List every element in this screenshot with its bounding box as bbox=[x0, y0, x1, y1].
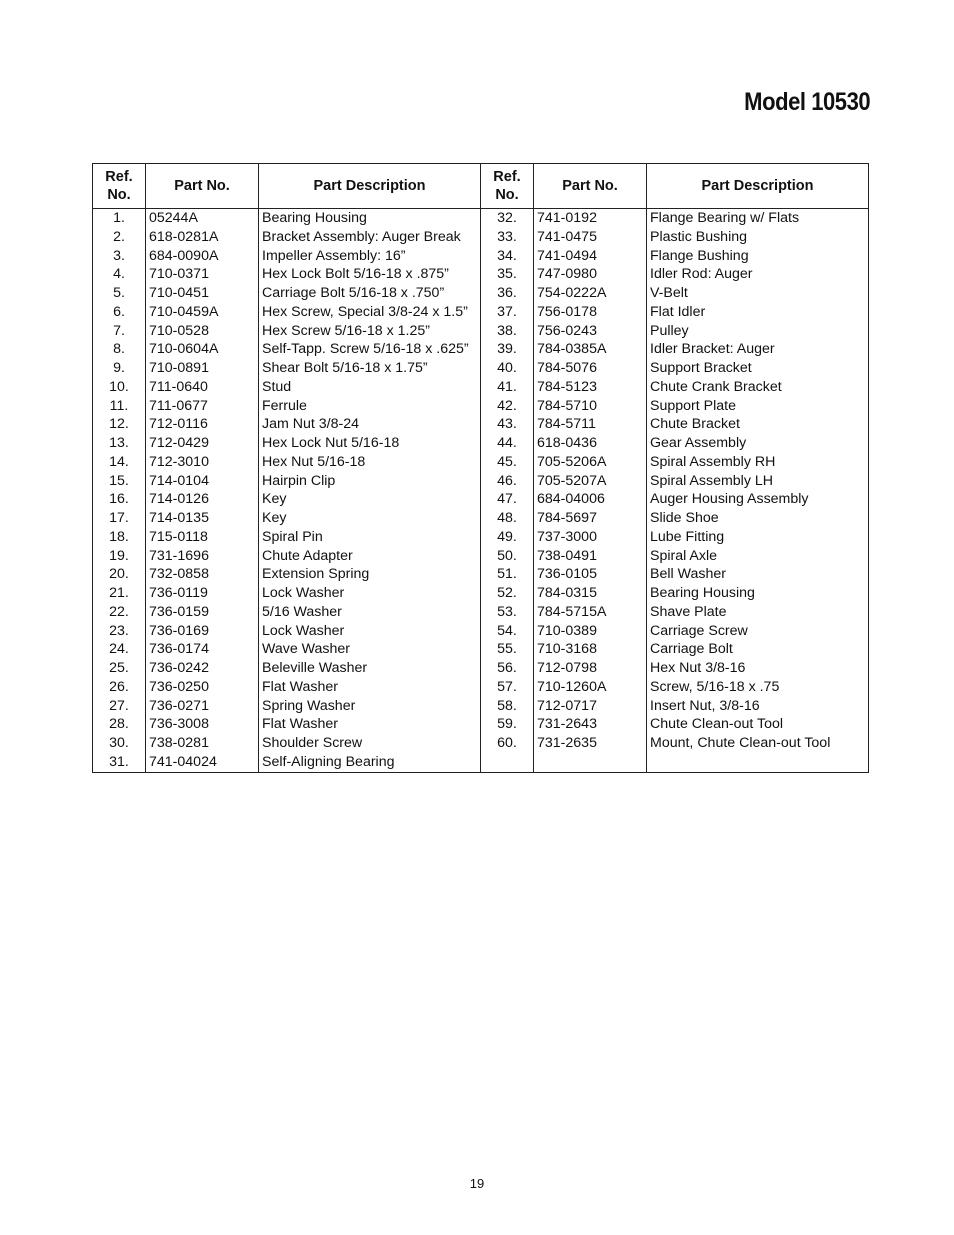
description-cell-left: Spring Washer bbox=[259, 697, 481, 716]
part-no-cell-right: 712-0798 bbox=[534, 659, 647, 678]
description-cell-right: Auger Housing Assembly bbox=[647, 490, 869, 509]
part-no-cell-right: 705-5206A bbox=[534, 453, 647, 472]
part-no-cell-right: 784-5697 bbox=[534, 509, 647, 528]
table-row bbox=[93, 359, 869, 378]
ref-cell-left: 7. bbox=[93, 322, 146, 341]
ref-cell-left: 5. bbox=[93, 284, 146, 303]
description-cell-left: Key bbox=[259, 509, 481, 528]
description-cell-right: Flat Idler bbox=[647, 303, 869, 322]
ref-cell-left: 8. bbox=[93, 340, 146, 359]
header-ref-no-left bbox=[93, 164, 146, 209]
part-no-cell-right: 710-0389 bbox=[534, 622, 647, 641]
header-part-no-right: Part No. bbox=[534, 164, 647, 209]
description-cell-right: Plastic Bushing bbox=[647, 228, 869, 247]
part-no-cell-right: 784-5123 bbox=[534, 378, 647, 397]
ref-cell-left: 6. bbox=[93, 303, 146, 322]
table-row bbox=[93, 622, 869, 641]
ref-cell-right: 41. bbox=[481, 378, 534, 397]
ref-cell-right: 33. bbox=[481, 228, 534, 247]
ref-cell-right: 46. bbox=[481, 472, 534, 491]
part-no-cell-right: 618-0436 bbox=[534, 434, 647, 453]
ref-cell-right: 51. bbox=[481, 565, 534, 584]
table-row bbox=[93, 734, 869, 753]
part-no-cell-right: 736-0105 bbox=[534, 565, 647, 584]
description-cell-left: 5/16 Washer bbox=[259, 603, 481, 622]
description-cell-left: Hex Screw 5/16-18 x 1.25” bbox=[259, 322, 481, 341]
description-cell-right: Chute Bracket bbox=[647, 415, 869, 434]
part-no-cell-left: 736-0169 bbox=[146, 622, 259, 641]
description-cell-left: Wave Washer bbox=[259, 640, 481, 659]
table-row bbox=[93, 303, 869, 322]
ref-cell-left: 15. bbox=[93, 472, 146, 491]
description-cell-right: Idler Rod: Auger bbox=[647, 265, 869, 284]
table-row bbox=[93, 697, 869, 716]
part-no-cell-left: 710-0459A bbox=[146, 303, 259, 322]
table-row bbox=[93, 472, 869, 491]
parts-table bbox=[92, 163, 869, 773]
ref-cell-left: 18. bbox=[93, 528, 146, 547]
part-no-cell-right: 784-5076 bbox=[534, 359, 647, 378]
header-part-no-left: Part No. bbox=[146, 164, 259, 209]
description-cell-left: Lock Washer bbox=[259, 622, 481, 641]
part-no-cell-left: 618-0281A bbox=[146, 228, 259, 247]
ref-cell-left: 26. bbox=[93, 678, 146, 697]
part-no-cell-right: 741-0494 bbox=[534, 247, 647, 266]
ref-cell-right: 60. bbox=[481, 734, 534, 753]
table-row bbox=[93, 565, 869, 584]
table-row bbox=[93, 659, 869, 678]
part-no-cell-right: 784-5710 bbox=[534, 397, 647, 416]
description-cell-left: Hex Screw, Special 3/8-24 x 1.5” bbox=[259, 303, 481, 322]
part-no-cell-right: 741-0475 bbox=[534, 228, 647, 247]
part-no-cell-left: 715-0118 bbox=[146, 528, 259, 547]
description-cell-right: V-Belt bbox=[647, 284, 869, 303]
table-row bbox=[93, 678, 869, 697]
ref-cell-right: 56. bbox=[481, 659, 534, 678]
header-ref-label: Ref. bbox=[105, 169, 133, 185]
description-cell-right: Gear Assembly bbox=[647, 434, 869, 453]
description-cell-right: Idler Bracket: Auger bbox=[647, 340, 869, 359]
ref-cell-right: 32. bbox=[481, 209, 534, 228]
header-part-description-right: Part Description bbox=[647, 164, 869, 209]
table-row bbox=[93, 378, 869, 397]
part-no-cell-right: 710-1260A bbox=[534, 678, 647, 697]
description-cell-left: Jam Nut 3/8-24 bbox=[259, 415, 481, 434]
ref-cell-left: 3. bbox=[93, 247, 146, 266]
part-no-cell-left: 736-3008 bbox=[146, 715, 259, 734]
description-cell-left: Bearing Housing bbox=[259, 209, 481, 228]
table-row bbox=[93, 640, 869, 659]
part-no-cell-right: 784-5711 bbox=[534, 415, 647, 434]
description-cell-right: Carriage Bolt bbox=[647, 640, 869, 659]
part-no-cell-left: 736-0242 bbox=[146, 659, 259, 678]
description-cell-right: Chute Clean-out Tool bbox=[647, 715, 869, 734]
part-no-cell-left: 714-0135 bbox=[146, 509, 259, 528]
ref-cell-left: 11. bbox=[93, 397, 146, 416]
part-no-cell-left: 738-0281 bbox=[146, 734, 259, 753]
description-cell-left: Hex Nut 5/16-18 bbox=[259, 453, 481, 472]
part-no-cell-left: 710-0371 bbox=[146, 265, 259, 284]
header-row bbox=[93, 164, 869, 209]
description-cell-left: Flat Washer bbox=[259, 678, 481, 697]
part-no-cell-right: 784-5715A bbox=[534, 603, 647, 622]
description-cell-left: Self-Aligning Bearing bbox=[259, 753, 481, 772]
part-no-cell-left: 736-0271 bbox=[146, 697, 259, 716]
part-no-cell-left: 710-0451 bbox=[146, 284, 259, 303]
part-no-cell-right: 731-2643 bbox=[534, 715, 647, 734]
part-no-cell-left: 710-0604A bbox=[146, 340, 259, 359]
ref-cell-left: 2. bbox=[93, 228, 146, 247]
description-cell-left: Key bbox=[259, 490, 481, 509]
ref-cell-left: 22. bbox=[93, 603, 146, 622]
description-cell-left: Flat Washer bbox=[259, 715, 481, 734]
part-no-cell-left: 731-1696 bbox=[146, 547, 259, 566]
part-no-cell-right: 756-0243 bbox=[534, 322, 647, 341]
ref-cell-left: 1. bbox=[93, 209, 146, 228]
ref-cell-left: 27. bbox=[93, 697, 146, 716]
description-cell-left: Beleville Washer bbox=[259, 659, 481, 678]
ref-cell-left: 9. bbox=[93, 359, 146, 378]
table-row bbox=[93, 715, 869, 734]
table-row bbox=[93, 434, 869, 453]
table-row bbox=[93, 265, 869, 284]
part-no-cell-right: 731-2635 bbox=[534, 734, 647, 753]
description-cell-left: Chute Adapter bbox=[259, 547, 481, 566]
part-no-cell-right: 710-3168 bbox=[534, 640, 647, 659]
table-row bbox=[93, 340, 869, 359]
table-header bbox=[93, 164, 869, 209]
ref-cell-right bbox=[481, 753, 534, 772]
ref-cell-right: 36. bbox=[481, 284, 534, 303]
part-no-cell-right: 754-0222A bbox=[534, 284, 647, 303]
description-cell-right: Lube Fitting bbox=[647, 528, 869, 547]
ref-cell-left: 21. bbox=[93, 584, 146, 603]
part-no-cell-right: 784-0385A bbox=[534, 340, 647, 359]
part-no-cell-left: 710-0891 bbox=[146, 359, 259, 378]
table-row bbox=[93, 547, 869, 566]
description-cell-right: Support Plate bbox=[647, 397, 869, 416]
ref-cell-right: 47. bbox=[481, 490, 534, 509]
description-cell-left: Self-Tapp. Screw 5/16-18 x .625” bbox=[259, 340, 481, 359]
header-ref-no-right bbox=[481, 164, 534, 209]
description-cell-left: Spiral Pin bbox=[259, 528, 481, 547]
ref-cell-left: 31. bbox=[93, 753, 146, 772]
ref-cell-left: 23. bbox=[93, 622, 146, 641]
table-row bbox=[93, 397, 869, 416]
part-no-cell-right: 705-5207A bbox=[534, 472, 647, 491]
description-cell-right: Flange Bushing bbox=[647, 247, 869, 266]
part-no-cell-left: 736-0174 bbox=[146, 640, 259, 659]
ref-cell-left: 10. bbox=[93, 378, 146, 397]
ref-cell-right: 44. bbox=[481, 434, 534, 453]
table-row bbox=[93, 490, 869, 509]
part-no-cell-right: 784-0315 bbox=[534, 584, 647, 603]
description-cell-right: Screw, 5/16-18 x .75 bbox=[647, 678, 869, 697]
table-row bbox=[93, 415, 869, 434]
part-no-cell-right: 712-0717 bbox=[534, 697, 647, 716]
ref-cell-left: 16. bbox=[93, 490, 146, 509]
description-cell-right: Pulley bbox=[647, 322, 869, 341]
description-cell-right: Slide Shoe bbox=[647, 509, 869, 528]
description-cell-left: Hairpin Clip bbox=[259, 472, 481, 491]
part-no-cell-left: 712-3010 bbox=[146, 453, 259, 472]
header-ref-label: Ref. bbox=[493, 169, 521, 185]
ref-cell-right: 52. bbox=[481, 584, 534, 603]
part-no-cell-left: 711-0640 bbox=[146, 378, 259, 397]
ref-cell-right: 45. bbox=[481, 453, 534, 472]
table-row bbox=[93, 603, 869, 622]
description-cell-right: Bell Washer bbox=[647, 565, 869, 584]
part-no-cell-left: 736-0250 bbox=[146, 678, 259, 697]
ref-cell-right: 38. bbox=[481, 322, 534, 341]
description-cell-right: Bearing Housing bbox=[647, 584, 869, 603]
description-cell-right: Shave Plate bbox=[647, 603, 869, 622]
description-cell-right: Support Bracket bbox=[647, 359, 869, 378]
description-cell-left: Lock Washer bbox=[259, 584, 481, 603]
part-no-cell-left: 712-0116 bbox=[146, 415, 259, 434]
part-no-cell-left: 714-0104 bbox=[146, 472, 259, 491]
table-row bbox=[93, 584, 869, 603]
description-cell-left: Hex Lock Bolt 5/16-18 x .875” bbox=[259, 265, 481, 284]
part-no-cell-left: 741-04024 bbox=[146, 753, 259, 772]
ref-cell-right: 57. bbox=[481, 678, 534, 697]
description-cell-right: Chute Crank Bracket bbox=[647, 378, 869, 397]
table-row bbox=[93, 247, 869, 266]
ref-cell-right: 40. bbox=[481, 359, 534, 378]
ref-cell-left: 20. bbox=[93, 565, 146, 584]
part-no-cell-right bbox=[534, 753, 647, 772]
table-row bbox=[93, 528, 869, 547]
table-row bbox=[93, 753, 869, 772]
part-no-cell-left: 710-0528 bbox=[146, 322, 259, 341]
page-number: 19 bbox=[469, 1176, 485, 1191]
ref-cell-right: 42. bbox=[481, 397, 534, 416]
page-title: Model 10530 bbox=[743, 88, 870, 116]
ref-cell-right: 43. bbox=[481, 415, 534, 434]
description-cell-left: Impeller Assembly: 16” bbox=[259, 247, 481, 266]
part-no-cell-right: 756-0178 bbox=[534, 303, 647, 322]
ref-cell-left: 19. bbox=[93, 547, 146, 566]
table-body bbox=[93, 209, 869, 773]
ref-cell-left: 30. bbox=[93, 734, 146, 753]
description-cell-left: Ferrule bbox=[259, 397, 481, 416]
ref-cell-left: 28. bbox=[93, 715, 146, 734]
description-cell-left: Carriage Bolt 5/16-18 x .750” bbox=[259, 284, 481, 303]
ref-cell-right: 55. bbox=[481, 640, 534, 659]
description-cell-right: Carriage Screw bbox=[647, 622, 869, 641]
ref-cell-right: 54. bbox=[481, 622, 534, 641]
ref-cell-left: 25. bbox=[93, 659, 146, 678]
description-cell-left: Hex Lock Nut 5/16-18 bbox=[259, 434, 481, 453]
header-no-label: No. bbox=[495, 187, 519, 203]
part-no-cell-right: 737-3000 bbox=[534, 528, 647, 547]
ref-cell-left: 14. bbox=[93, 453, 146, 472]
table-row bbox=[93, 228, 869, 247]
description-cell-left: Stud bbox=[259, 378, 481, 397]
ref-cell-left: 12. bbox=[93, 415, 146, 434]
ref-cell-right: 50. bbox=[481, 547, 534, 566]
description-cell-right: Mount, Chute Clean-out Tool bbox=[647, 734, 869, 753]
part-no-cell-left: 712-0429 bbox=[146, 434, 259, 453]
description-cell-right: Spiral Axle bbox=[647, 547, 869, 566]
ref-cell-right: 48. bbox=[481, 509, 534, 528]
part-no-cell-right: 741-0192 bbox=[534, 209, 647, 228]
ref-cell-left: 24. bbox=[93, 640, 146, 659]
ref-cell-right: 49. bbox=[481, 528, 534, 547]
description-cell-right bbox=[647, 753, 869, 772]
part-no-cell-left: 711-0677 bbox=[146, 397, 259, 416]
ref-cell-left: 4. bbox=[93, 265, 146, 284]
ref-cell-right: 35. bbox=[481, 265, 534, 284]
description-cell-left: Shoulder Screw bbox=[259, 734, 481, 753]
table-row bbox=[93, 209, 869, 228]
part-no-cell-left: 714-0126 bbox=[146, 490, 259, 509]
part-no-cell-left: 732-0858 bbox=[146, 565, 259, 584]
ref-cell-left: 13. bbox=[93, 434, 146, 453]
part-no-cell-left: 736-0119 bbox=[146, 584, 259, 603]
table-row bbox=[93, 284, 869, 303]
description-cell-left: Extension Spring bbox=[259, 565, 481, 584]
ref-cell-right: 39. bbox=[481, 340, 534, 359]
table-row bbox=[93, 509, 869, 528]
table-row bbox=[93, 453, 869, 472]
part-no-cell-right: 684-04006 bbox=[534, 490, 647, 509]
part-no-cell-left: 736-0159 bbox=[146, 603, 259, 622]
ref-cell-left: 17. bbox=[93, 509, 146, 528]
part-no-cell-right: 738-0491 bbox=[534, 547, 647, 566]
description-cell-right: Spiral Assembly LH bbox=[647, 472, 869, 491]
ref-cell-right: 53. bbox=[481, 603, 534, 622]
ref-cell-right: 58. bbox=[481, 697, 534, 716]
header-no-label: No. bbox=[107, 187, 131, 203]
header-part-description-left: Part Description bbox=[259, 164, 481, 209]
description-cell-left: Bracket Assembly: Auger Break bbox=[259, 228, 481, 247]
table-row bbox=[93, 322, 869, 341]
part-no-cell-left: 05244A bbox=[146, 209, 259, 228]
ref-cell-right: 34. bbox=[481, 247, 534, 266]
ref-cell-right: 59. bbox=[481, 715, 534, 734]
ref-cell-right: 37. bbox=[481, 303, 534, 322]
description-cell-right: Flange Bearing w/ Flats bbox=[647, 209, 869, 228]
description-cell-right: Spiral Assembly RH bbox=[647, 453, 869, 472]
description-cell-right: Insert Nut, 3/8-16 bbox=[647, 697, 869, 716]
description-cell-left: Shear Bolt 5/16-18 x 1.75” bbox=[259, 359, 481, 378]
description-cell-right: Hex Nut 3/8-16 bbox=[647, 659, 869, 678]
part-no-cell-right: 747-0980 bbox=[534, 265, 647, 284]
part-no-cell-left: 684-0090A bbox=[146, 247, 259, 266]
